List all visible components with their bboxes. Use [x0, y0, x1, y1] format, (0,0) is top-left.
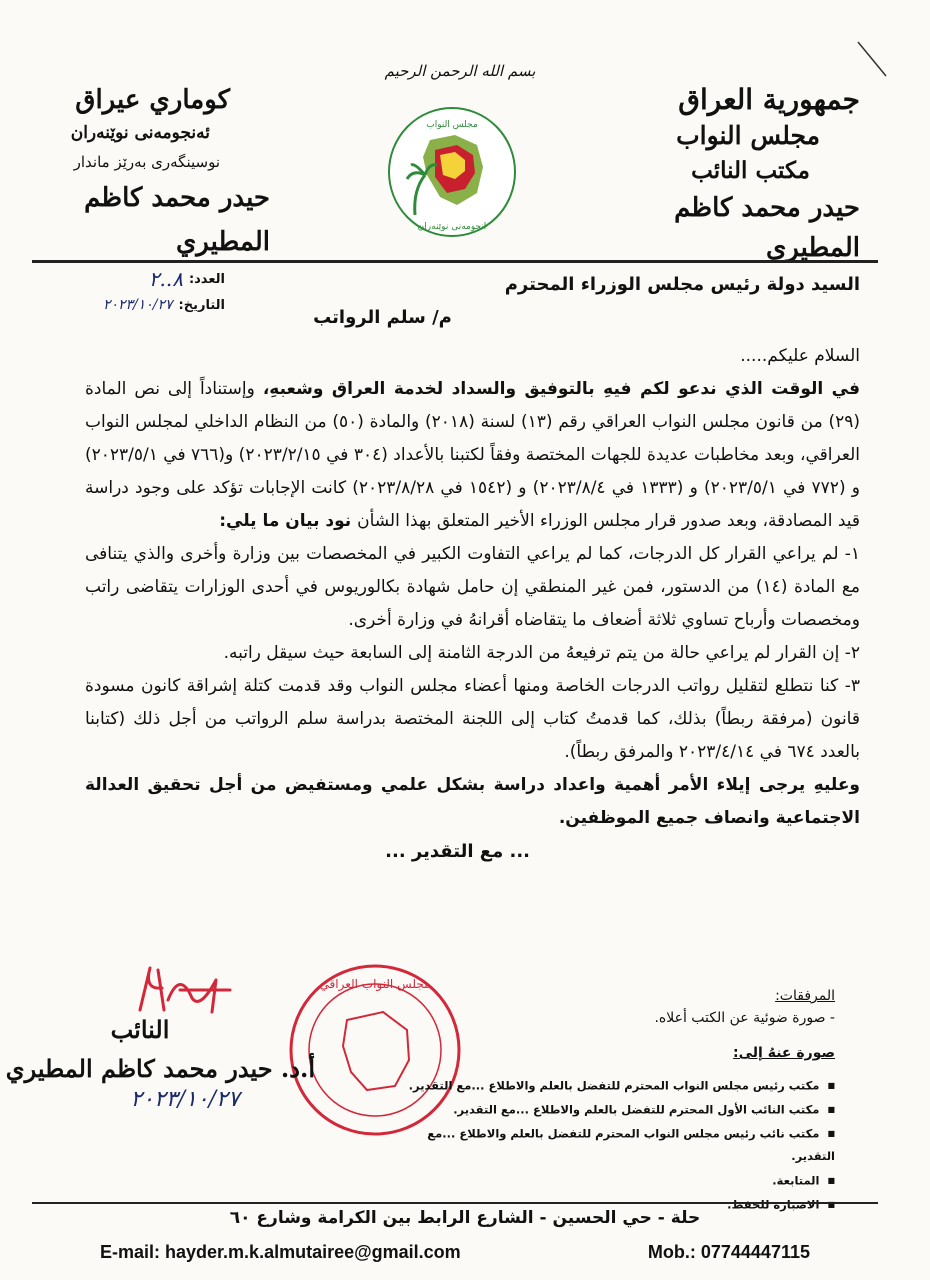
letterhead-office: مكتب النائب [691, 157, 810, 184]
signature-block [5, 1015, 315, 1112]
intro-bold: في الوقت الذي ندعو لكم فيهِ بالتوفيق والسداد لخدمة العراق وشعبهِ، [262, 379, 861, 399]
signature-name: أ.د. حيدر محمد كاظم المطيري [5, 1054, 315, 1083]
list-item: ١- لم يراعي القرار كل الدرجات، كما لم يراعي التفاوت الكبير في المخصصات بين وزارة وأخرى والذي يتنافى مع المادة (١٤) من الدستور، فمن غير المنطقي إن حامل شهادة بكالوريوس في أحدى الوزارات يتقاضى راتب ومخصصات وأرباح تساوي ثلاثة أضعاف ما يتقاضاه أقرانهُ في وزارة أخرى. [85, 544, 860, 630]
list-item: ٢- إن القرار لم يراعي حالة من يتم ترفيعهُ من الدرجة الثامنة إلى السابعة حيث سيقل راتبه. [223, 643, 860, 663]
header-divider [32, 260, 878, 263]
letterhead-kurdish [40, 82, 270, 264]
footer-email: E-mail: hayder.m.k.almutairee@gmail.com [100, 1242, 461, 1262]
footer-divider [32, 1202, 878, 1204]
attachments [475, 985, 835, 1029]
signature-date: ٢٠٢٣/١٠/٢٧ [130, 1087, 240, 1112]
letterhead-kurdish-name: حيدر محمد كاظم المطيري [84, 183, 270, 257]
recipient: السيد دولة رئيس مجلس الوزراء المحترم [504, 274, 860, 295]
greeting: السلام عليكم..... [740, 346, 860, 366]
letterhead-kurdish-office: نوسينگەری بەرێز ماندار [73, 153, 220, 171]
bismillah: بسم الله الرحمن الرحيم [384, 62, 536, 80]
handwritten-signature [120, 960, 260, 1020]
letterhead-kurdish-council: ئەنجومەنی نوێنەران [70, 123, 210, 143]
conclusion: وعليهِ يرجى إيلاء الأمر أهمية واعداد دراسة بشكل علمي ومستفيض من أجل تحقيق العدالة الاجتماعية وانصاف جميع الموظفين. [85, 775, 860, 828]
subject: م/ سلم الرواتب [313, 307, 452, 328]
logo-top-text: مجلس النواب [426, 120, 478, 130]
letterhead-arabic [600, 82, 860, 268]
cc-label: صورة عنهُ إلى: [733, 1045, 835, 1061]
list-item: ٣- كنا نتطلع لتقليل رواتب الدرجات الخاصة ومنها أعضاء مجلس النواب وقد قدمت كتلة إشراقة كانون مسودة قانون (مرفقة ربطاً) بذلك، كما قدمتُ كتاب إلى اللجنة المختصة بدراسة سلم الرواتب من أجل ذلك (كتابنا بالعدد ٦٧٤ في ٢٠٢٣/٤/١٤ والمرفق ربطاً). [85, 676, 860, 762]
letter-body [85, 268, 860, 868]
cc-item: ■ مكتب النائب الأول المحترم للتفضل بالعلم والاطلاع ...مع التقدير. [395, 1098, 835, 1122]
stamp-text: مجلس النواب العراقي [319, 977, 431, 991]
cc-item: ■ الاضبارة للحفظ. [395, 1193, 835, 1217]
signature-title: النائب [110, 1015, 170, 1044]
intro-paragraph [85, 373, 860, 538]
attachments-label: المرفقات: [775, 988, 835, 1004]
letterhead-kurdish-country: كوماري عيراق [75, 85, 230, 115]
cc-item: ■ المتابعة. [395, 1169, 835, 1193]
reference-date-label: التاريخ: [178, 297, 225, 313]
closing: ... مع التقدير ... [385, 841, 530, 862]
footer-mobile: Mob.: 07744447115 [647, 1242, 810, 1262]
parliament-logo [385, 105, 520, 240]
corner-fold-mark [850, 40, 890, 80]
reference-number-value: ٨..٢ [148, 267, 183, 291]
letterhead-country: جمهورية العراق [678, 83, 860, 116]
attachment-item: - صورة ضوئية عن الكتب أعلاه. [654, 1010, 835, 1026]
intro-text: وإستناداً إلى نص المادة (٢٩) من قانون مجلس النواب العراقي رقم (١٣) لسنة (٢٠١٨) والمادة (٥٠) من النظام الداخلي لمجلس النواب العراقي، وبعد مخاطبات عديدة للجهات المختصة وفقاً لكتبنا بالأعداد (٣٠٤ في ٢٠٢٣/٢/١٥) و(٧٦٦ في ٢٠٢٣/٥/١) و (٧٧٢ في ٢٠٢٣/٥/١) و (١٣٣٣ في ٢٠٢٣/٨/٤) و (١٥٤٢ في ٢٠٢٣/٨/٢٨) كانت الإجابات تؤكد على وجود دراسة قيد المصادقة، وبعد صدور قرار مجلس الوزراء الأخير المتعلق بهذا الشأن [85, 379, 861, 531]
cc-item: ■ مكتب رئيس مجلس النواب المحترم للتفضل بالعلم والاطلاع ...مع التقدير. [395, 1074, 835, 1098]
letterhead-name: حيدر محمد كاظم المطيري [674, 193, 860, 263]
letterhead-council: مجلس النواب [676, 121, 820, 150]
reference-date-value: ٢٠٢٣/١٠/٢٧ [102, 297, 173, 313]
cc-item: ■ مكتب نائب رئيس مجلس النواب المحترم للتفضل بالعلم والاطلاع ...مع التقدير. [395, 1122, 835, 1169]
intro-tail: نود بيان ما يلي: [219, 511, 358, 531]
logo-bottom-text: انجومەنی نوێنەران [417, 222, 487, 232]
cc-list [395, 1074, 835, 1216]
footer-address: حلة - حي الحسين - الشارع الرابط بين الكرامة وشارع ٦٠ [229, 1208, 701, 1228]
reference-number-label: العدد: [188, 271, 225, 287]
